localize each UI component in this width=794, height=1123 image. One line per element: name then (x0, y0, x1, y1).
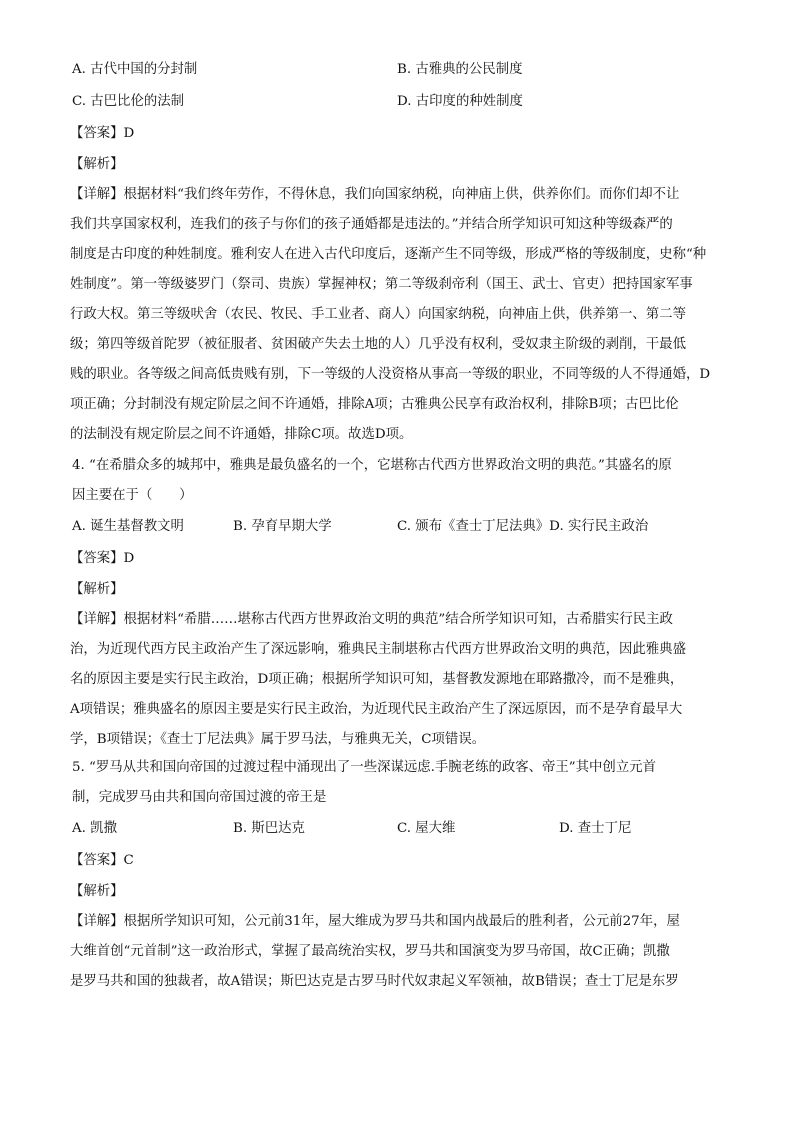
q5-stem-line: 5. “罗马从共和国向帝国的过渡过程中涌现出了一些深谋远虑.手腕老练的政客、帝王”其中创立元首 (72, 760, 656, 775)
q4-detail-line: 学，B项错误；《查士丁尼法典》属于罗马法，与雅典无关，C项错误。 (70, 732, 486, 747)
q5-detail-line: 是罗马共和国的独裁者，故A错误；斯巴达克是古罗马时代奴隶起义军领袖，故B错误；查士丁尼是东罗 (70, 974, 679, 989)
q3-options-row-2 (72, 94, 722, 110)
q5-answer: 【答案】C (70, 853, 134, 868)
q5-analysis-label: 【解析】 (70, 884, 124, 899)
q3-option-b: B. 古雅典的公民制度 (397, 62, 523, 77)
q4-options-row (72, 519, 722, 535)
q3-detail-line: 贱的职业。各等级之间高低贵贱有别，下一等级的人没资格从事高一等级的职业，不同等级的人不得通婚，D (70, 367, 711, 382)
q4-option-a: A. 诞生基督教文明 (72, 519, 184, 534)
q3-detail-line: 的法制没有规定阶层之间不许通婚，排除C项。故选D项。 (70, 427, 413, 442)
document-page (72, 62, 722, 990)
q4-detail-line: A项错误；雅典盛名的原因主要是实行民主政治，为近现代民主政治产生了深远原因，而不是孕育最早大 (70, 702, 683, 717)
q3-detail-line: 级；第四等级首陀罗（被征服者、贫困破产失去土地的人）几乎没有权利，受奴隶主阶级的剥削，干最低 (70, 337, 686, 352)
q4-option-b: B. 孕育早期大学 (233, 519, 332, 534)
q3-option-d: D. 古印度的种姓制度 (397, 94, 523, 109)
q4-stem-line: 4. “在希腊众多的城邦中，雅典是最负盛名的一个，它堪称古代西方世界政治文明的典范。”其盛名的原 (72, 458, 672, 473)
q3-option-c: C. 古巴比伦的法制 (72, 94, 185, 109)
q4-stem-line: 因主要在于（ ） (72, 488, 193, 503)
q3-detail-line: 我们共享国家权利，连我们的孩子与你们的孩子通婚都是违法的。”并结合所学知识可知这种等级森严的 (70, 217, 673, 232)
q3-detail-line: 制度是古印度的种姓制度。雅利安人在进入古代印度后，逐渐产生不同等级，形成严格的等级制度，史称“种 (70, 247, 707, 262)
q3-analysis-label: 【解析】 (70, 157, 124, 172)
q4-option-cd: C. 颁布《查士丁尼法典》D. 实行民主政治 (397, 519, 649, 534)
q4-detail (70, 612, 722, 748)
q3-detail-line: 【详解】根据材料“我们终年劳作，不得休息，我们向国家纳税，向神庙上供，供养你们。而你们却不让 (70, 187, 680, 202)
q5-option-b: B. 斯巴达克 (233, 821, 305, 836)
q5-option-d: D. 查士丁尼 (559, 821, 632, 836)
q3-detail-line: 姓制度”。第一等级婆罗门（祭司、贵族）掌握神权；第二等级刹帝利（国王、武士、官吏）把持国家军事 (70, 277, 693, 292)
q5-stem-line: 制，完成罗马由共和国向帝国过渡的帝王是 (72, 790, 327, 805)
q4-detail-line: 名的原因主要是实行民主政治，D项正确；根据所学知识可知，基督教发源地在耶路撒冷，而不是雅典， (70, 672, 684, 687)
q3-detail-line: 行政大权。第三等级吠舍（农民、牧民、手工业者、商人）向国家纳税，向神庙上供，供养第一、第二等 (70, 307, 686, 322)
q3-detail-line: 项正确；分封制没有规定阶层之间不许通婚，排除A项；古雅典公民享有政治权利，排除B项；古巴比伦 (70, 397, 679, 412)
q4-analysis-label: 【解析】 (70, 582, 124, 597)
q3-answer: 【答案】D (70, 126, 135, 141)
q3-detail (70, 187, 722, 443)
q5-option-c: C. 屋大维 (397, 821, 456, 836)
q5-detail-line: 大维首创“元首制”这一政治形式，掌握了最高统治实权，罗马共和国演变为罗马帝国，故C正确；凯撒 (70, 944, 670, 959)
q4-detail-line: 治，为近现代西方民主政治产生了深远影响，雅典民主制堪称古代西方世界政治文明的典范，因此雅典盛 (70, 642, 686, 657)
q4-answer: 【答案】D (70, 551, 135, 566)
q4-detail-line: 【详解】根据材料“希腊……堪称古代西方世界政治文明的典范”结合所学知识可知，古希腊实行民主政 (70, 612, 673, 627)
q3-option-a: A. 古代中国的分封制 (72, 62, 198, 77)
q5-detail-line: 【详解】根据所学知识可知，公元前31年，屋大维成为罗马共和国内战最后的胜利者，公元前27年，屋 (70, 914, 680, 929)
q5-options-row (72, 821, 722, 837)
q5-option-a: A. 凯撒 (72, 821, 117, 836)
q5-detail (70, 914, 722, 990)
q3-options-row-1 (72, 62, 722, 78)
